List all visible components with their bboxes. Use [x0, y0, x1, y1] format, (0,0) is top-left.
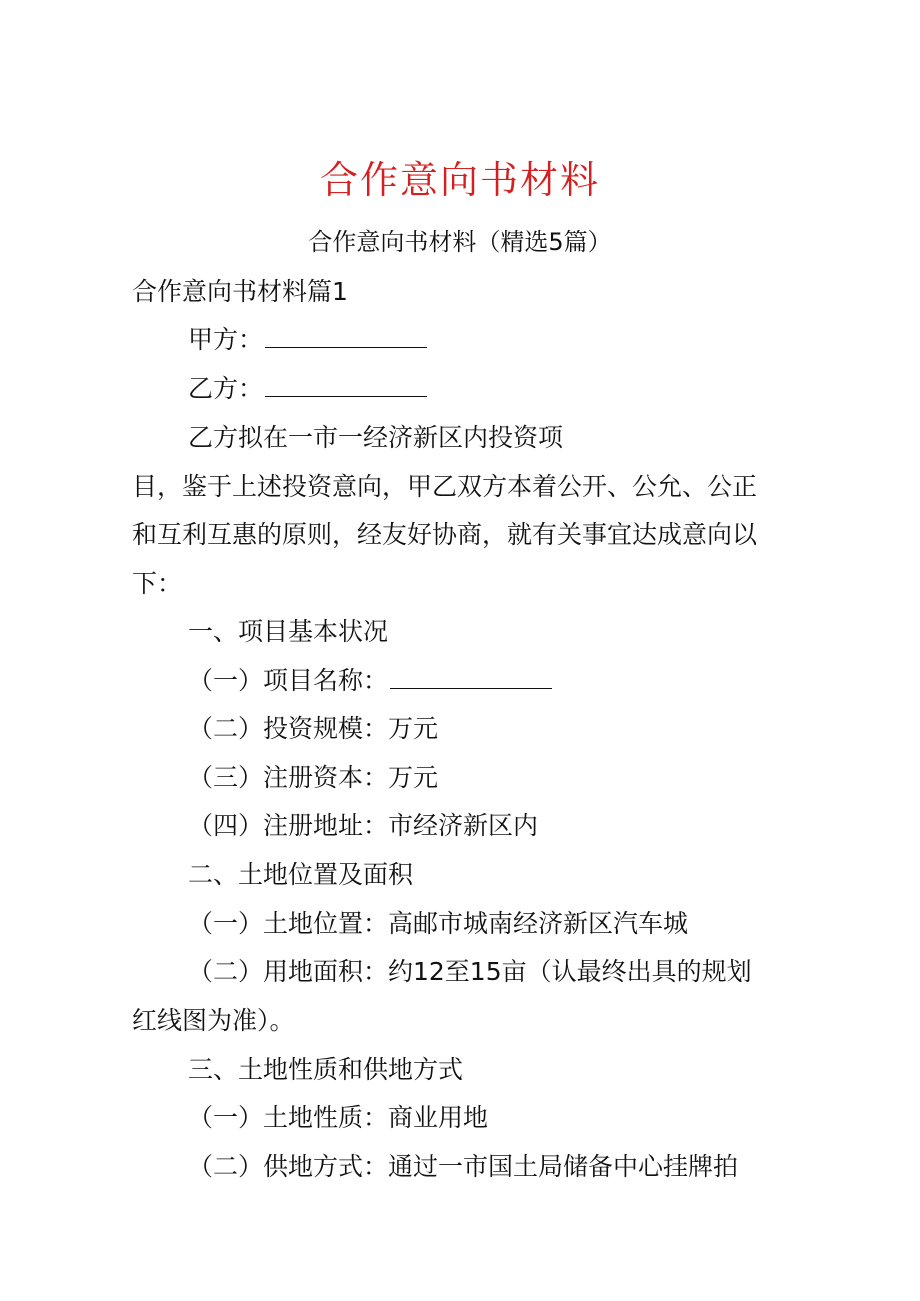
- intro-paragraph-line: 和互利互惠的原则，经友好协商，就有关事宜达成意向以: [132, 520, 758, 549]
- heading-land-location: 二、土地位置及面积: [188, 860, 414, 889]
- heading-land-nature: 三、土地性质和供地方式: [188, 1055, 464, 1084]
- heading-project-basics: 一、项目基本状况: [188, 617, 389, 646]
- project-name-label: （一）项目名称：: [188, 666, 389, 695]
- registered-address-line: （四）注册地址：市经济新区内: [188, 811, 539, 840]
- land-area-line: （二）用地面积：约12至15亩（认最终出具的规划: [188, 957, 752, 986]
- land-area-line-cont: 红线图为准）。: [132, 1006, 295, 1035]
- intro-paragraph-line: 下：: [132, 569, 183, 598]
- document-title: 合作意向书材料: [319, 158, 600, 202]
- party-a-line: [188, 320, 427, 360]
- project-name-blank: [390, 662, 552, 689]
- document-subtitle: 合作意向书材料（精选5篇）: [308, 228, 612, 256]
- land-nature-line: （一）土地性质：商业用地: [188, 1103, 489, 1132]
- supply-method-line: （二）供地方式：通过一市国土局储备中心挂牌拍: [188, 1152, 739, 1181]
- registered-capital-line: （三）注册资本：万元: [188, 763, 439, 792]
- party-b-blank: [265, 370, 427, 397]
- party-a-blank: [265, 321, 427, 348]
- project-name-line: [188, 661, 552, 701]
- party-a-label: 甲方：: [188, 325, 264, 354]
- party-b-label: 乙方：: [188, 374, 264, 403]
- land-location-line: （一）土地位置：高邮市城南经济新区汽车城: [188, 909, 689, 938]
- investment-scale-line: （二）投资规模：万元: [188, 714, 439, 743]
- intro-paragraph-line: 乙方拟在一市一经济新区内投资项: [188, 423, 564, 452]
- section-heading: 合作意向书材料篇1: [132, 277, 348, 306]
- party-b-line: [188, 369, 427, 409]
- intro-paragraph-line: 目，鉴于上述投资意向，甲乙双方本着公开、公允、公正: [132, 472, 758, 501]
